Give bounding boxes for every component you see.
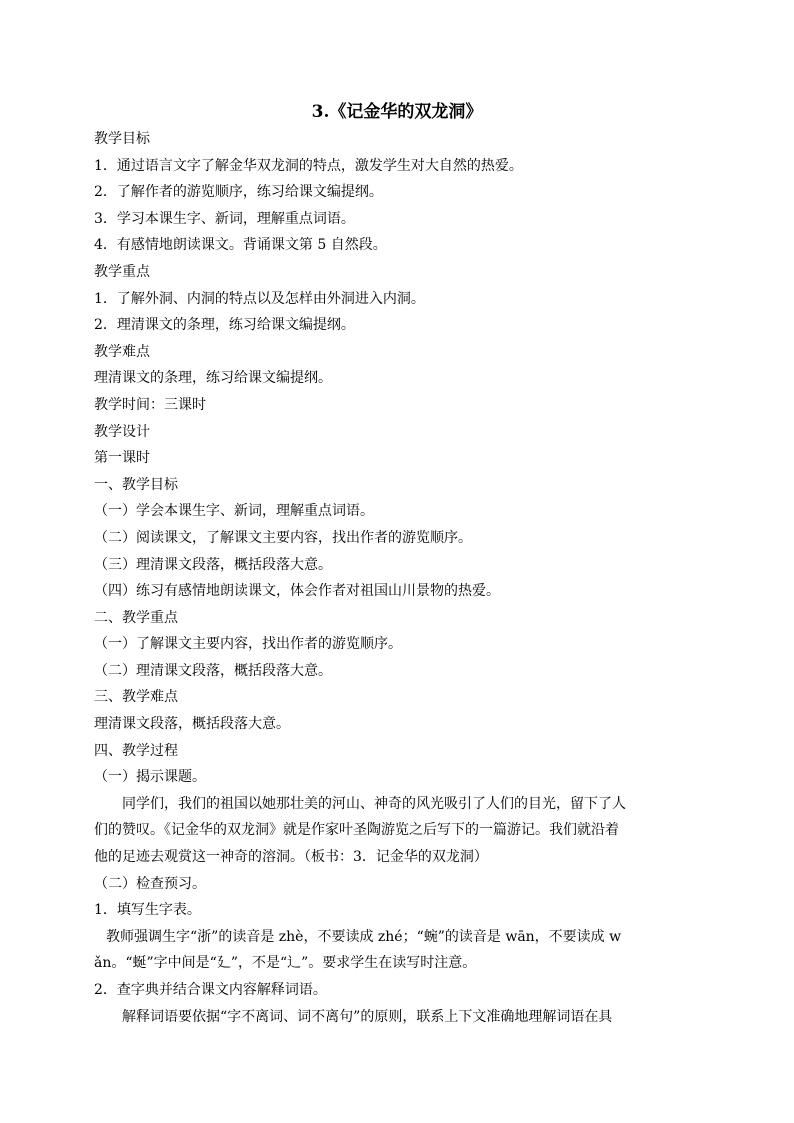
- list-item: （三）理清课文段落，概括段落大意。: [94, 556, 332, 573]
- goal-item: 3．学习本课生字、新词，理解重点词语。: [94, 210, 355, 227]
- goal-item: 2．了解作者的游览顺序，练习给课文编提纲。: [94, 184, 383, 201]
- subheading: 四、教学过程: [94, 742, 178, 759]
- list-item: （四）练习有感情地朗读课文，体会作者对祖国山川景物的热爱。: [94, 583, 500, 600]
- section-heading-difficulties: 教学难点: [94, 343, 150, 360]
- section-heading-key-points: 教学重点: [94, 263, 150, 280]
- key-point-item: 2．理清课文的条理，练习给课文编提纲。: [94, 317, 355, 334]
- key-point-item: 1．了解外洞、内洞的特点以及怎样由外洞进入内洞。: [94, 290, 425, 307]
- goal-item: 4．有感情地朗读课文。背诵课文第 5 自然段。: [94, 237, 387, 254]
- subheading: 三、教学难点: [94, 689, 178, 706]
- goal-item: 1．通过语言文字了解金华双龙洞的特点，激发学生对大自然的热爱。: [94, 157, 523, 174]
- paragraph-line: 同学们，我们的祖国以她那壮美的河山、神奇的风光吸引了人们的目光，留下了人: [122, 795, 626, 812]
- lesson-title: 3.《记金华的双龙洞》: [311, 102, 483, 122]
- paragraph-line: 教师强调生字“浙”的读音是 zhè，不要读成 zhé；“蜿”的读音是 wān，不要读成 w: [106, 928, 622, 945]
- list-item: 2．查字典并结合课文内容解释词语。: [94, 982, 327, 998]
- teaching-time: 教学时间：三课时: [94, 396, 206, 413]
- paragraph-line: 他的足迹去观赏这一神奇的溶洞。（板书：3．记金华的双龙洞）: [94, 849, 488, 866]
- paragraph-line: ǎn。“蜒”字中间是“廴”，不是“辶”。要求学生在读写时注意。: [94, 955, 477, 972]
- list-item: （一）学会本课生字、新词，理解重点词语。: [94, 503, 374, 520]
- difficulty-item: 理清课文的条理，练习给课文编提纲。: [94, 370, 332, 387]
- paragraph-line: 解释词语要依据“字不离词、词不离句”的原则，联系上下文准确地理解词语在具: [122, 1008, 613, 1025]
- subheading: 二、教学重点: [94, 609, 178, 626]
- list-item: （一）了解课文主要内容，找出作者的游览顺序。: [94, 636, 402, 653]
- list-item: （二）检查预习。: [94, 875, 206, 892]
- list-item: 1．填写生字表。: [94, 902, 201, 919]
- list-item: （一）揭示课题。: [94, 769, 206, 786]
- paragraph-line: 们的赞叹。《记金华的双龙洞》就是作家叶圣陶游览之后写下的一篇游记。我们就沿着: [94, 822, 619, 839]
- section-heading-design: 教学设计: [94, 423, 150, 440]
- lesson-body: [94, 126, 704, 1030]
- section-heading-goals: 教学目标: [94, 131, 150, 147]
- subheading: 一、教学目标: [94, 476, 178, 493]
- first-lesson-heading: 第一课时: [94, 450, 150, 467]
- list-item: （二）阅读课文，了解课文主要内容，找出作者的游览顺序。: [94, 529, 472, 546]
- paragraph-line: 理清课文段落，概括段落大意。: [94, 716, 290, 733]
- list-item: （二）理清课文段落，概括段落大意。: [94, 662, 332, 679]
